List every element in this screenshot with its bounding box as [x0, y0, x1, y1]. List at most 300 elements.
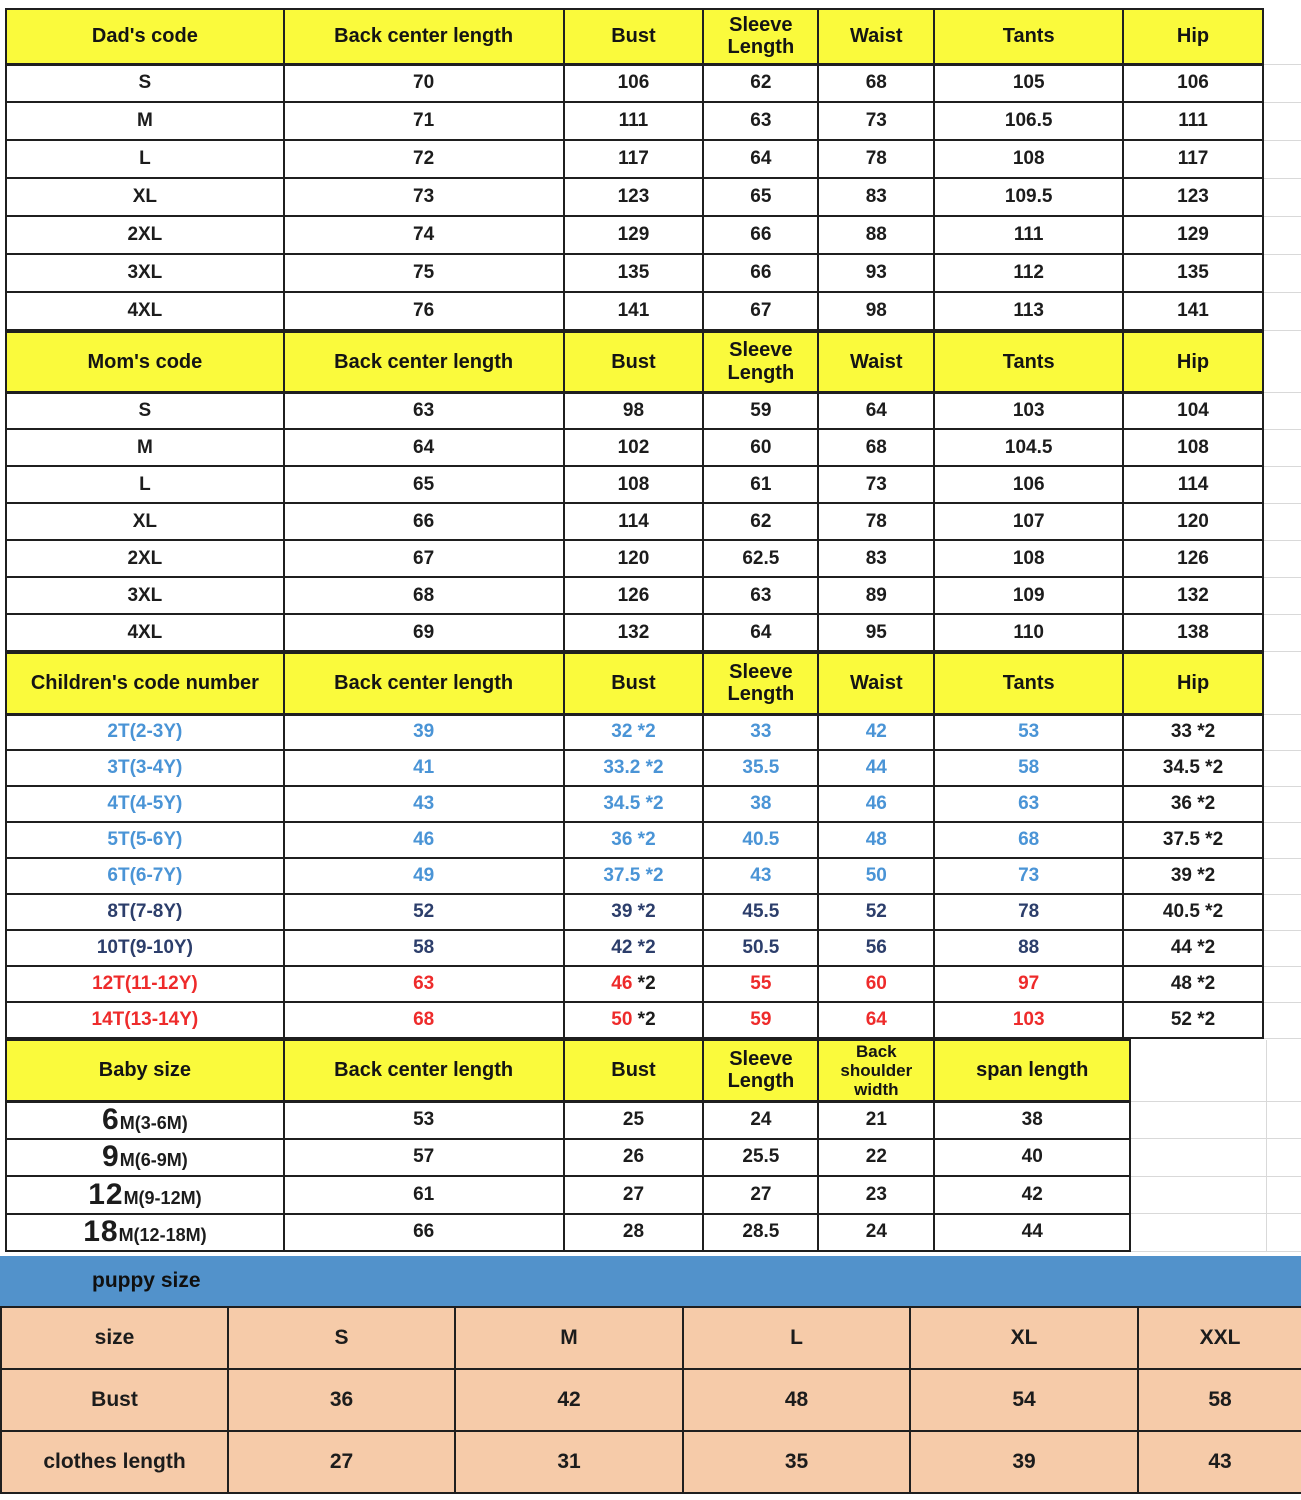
table-row — [6, 503, 1301, 540]
value-cell: 95 — [818, 614, 934, 651]
value-cell: 129 — [1123, 216, 1263, 254]
value-cell: 67 — [703, 292, 818, 330]
value-cell: 108 — [934, 140, 1123, 178]
grid-margin-cell — [1263, 540, 1301, 577]
value-cell: 108 — [934, 540, 1123, 577]
value-cell: 39 — [910, 1431, 1138, 1493]
table-row — [6, 429, 1301, 466]
table-row — [6, 966, 1301, 1002]
baby-size-rest: M(9-12M) — [123, 1187, 202, 1208]
column-header: Bust — [564, 1040, 704, 1101]
value-cell: 111 — [934, 216, 1123, 254]
value-cell: 43 — [1138, 1431, 1301, 1493]
value-cell: 62 — [703, 503, 818, 540]
row-label: 3T(3-4Y) — [6, 750, 284, 786]
value-cell: 114 — [564, 503, 704, 540]
value-cell: 59 — [703, 1002, 818, 1038]
row-label — [6, 1214, 284, 1252]
value-cell: 76 — [284, 292, 564, 330]
grid-margin-cell — [1263, 653, 1301, 714]
grid-margin-cell — [1130, 1139, 1267, 1177]
value-cell: 42 — [934, 1176, 1130, 1214]
value-cell: 36 *2 — [564, 822, 704, 858]
value-cell: 103 — [934, 1002, 1123, 1038]
value-cell: 36 — [228, 1369, 455, 1431]
value-cell: 59 — [703, 392, 818, 429]
table-row — [6, 392, 1301, 429]
table-row — [6, 1139, 1301, 1177]
row-label: L — [6, 140, 284, 178]
value-cell: 132 — [1123, 577, 1263, 614]
table-row — [6, 822, 1301, 858]
table-row — [6, 930, 1301, 966]
value-cell: 64 — [703, 614, 818, 651]
grid-margin-cell — [1263, 466, 1301, 503]
value-cell: XXL — [1138, 1307, 1301, 1369]
value-cell: 64 — [818, 1002, 934, 1038]
grid-margin-cell — [1263, 786, 1301, 822]
column-header: Hip — [1123, 653, 1263, 714]
grid-margin-cell — [1263, 216, 1301, 254]
value-cell: 43 — [284, 786, 564, 822]
value-cell: 67 — [284, 540, 564, 577]
value-cell: 63 — [703, 102, 818, 140]
grid-margin-cell — [1263, 102, 1301, 140]
table-row — [6, 64, 1301, 102]
value-cell: 35.5 — [703, 750, 818, 786]
value-cell: 73 — [818, 466, 934, 503]
table-row — [6, 714, 1301, 750]
column-header: Back shoulder width — [818, 1040, 934, 1101]
baby-table — [5, 1039, 1301, 1252]
value-cell: 60 — [703, 429, 818, 466]
column-header: Hip — [1123, 332, 1263, 392]
children-table — [5, 652, 1301, 1039]
row-label: 2T(2-3Y) — [6, 714, 284, 750]
grid-margin-cell — [1263, 930, 1301, 966]
row-label: 3XL — [6, 254, 284, 292]
value-cell: 141 — [564, 292, 704, 330]
header-row — [6, 653, 1301, 714]
column-header: Back center length — [284, 332, 564, 392]
value-cell: 48 — [683, 1369, 910, 1431]
table-row — [6, 1101, 1301, 1139]
table-row — [6, 786, 1301, 822]
row-label: 12T(11-12Y) — [6, 966, 284, 1002]
value-cell: S — [228, 1307, 455, 1369]
value-cell: 56 — [818, 930, 934, 966]
value-cell: 48 — [818, 822, 934, 858]
value-cell: 135 — [564, 254, 704, 292]
value-cell: 68 — [284, 1002, 564, 1038]
row-label: 6T(6-7Y) — [6, 858, 284, 894]
value-cell: 66 — [703, 254, 818, 292]
value-cell: 49 — [284, 858, 564, 894]
value-cell: 23 — [818, 1176, 934, 1214]
value-cell: 138 — [1123, 614, 1263, 651]
value-cell: 106 — [934, 466, 1123, 503]
value-cell: 38 — [703, 786, 818, 822]
value-cell: 102 — [564, 429, 704, 466]
column-header: Sleeve Length — [703, 653, 818, 714]
value-cell: 88 — [934, 930, 1123, 966]
grid-margin-cell — [1267, 1040, 1301, 1101]
value-cell: 110 — [934, 614, 1123, 651]
value-cell: 52 *2 — [1123, 1002, 1263, 1038]
value-cell — [564, 966, 704, 1002]
row-label: size — [1, 1307, 228, 1369]
value-cell: 64 — [284, 429, 564, 466]
grid-margin-cell — [1267, 1214, 1301, 1252]
row-label: 4XL — [6, 614, 284, 651]
table-row — [6, 216, 1301, 254]
value-cell: 69 — [284, 614, 564, 651]
grid-margin-cell — [1130, 1040, 1267, 1101]
value-cell: 25.5 — [703, 1139, 818, 1177]
grid-margin-cell — [1263, 614, 1301, 651]
value-cell: 34.5 *2 — [564, 786, 704, 822]
value-cell: 52 — [818, 894, 934, 930]
column-header: Tants — [934, 9, 1123, 64]
value-cell: 45.5 — [703, 894, 818, 930]
value-cell: 24 — [703, 1101, 818, 1139]
row-label: 4XL — [6, 292, 284, 330]
value-cell: 64 — [818, 392, 934, 429]
value-cell: 63 — [703, 577, 818, 614]
value-cell: 135 — [1123, 254, 1263, 292]
column-header: Waist — [818, 653, 934, 714]
value-cell: 109.5 — [934, 178, 1123, 216]
value-cell: 44 *2 — [1123, 930, 1263, 966]
value-cell: 103 — [934, 392, 1123, 429]
value-cell: 21 — [818, 1101, 934, 1139]
table-row — [6, 1176, 1301, 1214]
value-cell: 68 — [934, 822, 1123, 858]
value-cell: 113 — [934, 292, 1123, 330]
column-header: Dad's code — [6, 9, 284, 64]
column-header: Bust — [564, 9, 704, 64]
column-header: Sleeve Length — [703, 332, 818, 392]
value-cell: 129 — [564, 216, 704, 254]
value-cell: 107 — [934, 503, 1123, 540]
row-label: S — [6, 392, 284, 429]
table-row — [1, 1369, 1301, 1431]
value-cell: 78 — [818, 503, 934, 540]
value-cell: 66 — [703, 216, 818, 254]
value-cell: 104.5 — [934, 429, 1123, 466]
row-label: 8T(7-8Y) — [6, 894, 284, 930]
value-cell: 93 — [818, 254, 934, 292]
value-cell: 37.5 *2 — [564, 858, 704, 894]
value-cell: 50.5 — [703, 930, 818, 966]
value-cell: 83 — [818, 540, 934, 577]
table-row — [6, 858, 1301, 894]
grid-margin-cell — [1263, 64, 1301, 102]
value-cell: 28 — [564, 1214, 704, 1252]
value-cell: 27 — [703, 1176, 818, 1214]
row-label: 10T(9-10Y) — [6, 930, 284, 966]
grid-margin-cell — [1263, 577, 1301, 614]
value-cell: 141 — [1123, 292, 1263, 330]
column-header: Sleeve Length — [703, 9, 818, 64]
value-cell: 106.5 — [934, 102, 1123, 140]
grid-margin-cell — [1263, 966, 1301, 1002]
header-row — [6, 9, 1301, 64]
column-header: Children's code number — [6, 653, 284, 714]
value-cell: 98 — [564, 392, 704, 429]
value-cell: 126 — [564, 577, 704, 614]
row-label: clothes length — [1, 1431, 228, 1493]
value-cell: 42 *2 — [564, 930, 704, 966]
value-cell: 104 — [1123, 392, 1263, 429]
bust-value: 46 — [611, 973, 633, 994]
value-cell: 27 — [564, 1176, 704, 1214]
table-row — [1, 1431, 1301, 1493]
table-row — [6, 540, 1301, 577]
value-cell: 83 — [818, 178, 934, 216]
value-cell: 88 — [818, 216, 934, 254]
column-header: Bust — [564, 653, 704, 714]
value-cell: 54 — [910, 1369, 1138, 1431]
row-label: 4T(4-5Y) — [6, 786, 284, 822]
value-cell: 126 — [1123, 540, 1263, 577]
header-row — [6, 1040, 1301, 1101]
grid-margin-cell — [1130, 1101, 1267, 1139]
value-cell: 58 — [934, 750, 1123, 786]
value-cell: 26 — [564, 1139, 704, 1177]
column-header: Back center length — [284, 9, 564, 64]
value-cell: 48 *2 — [1123, 966, 1263, 1002]
grid-margin-cell — [1263, 714, 1301, 750]
value-cell: 65 — [703, 178, 818, 216]
value-cell: 117 — [564, 140, 704, 178]
value-cell: 35 — [683, 1431, 910, 1493]
table-row — [6, 178, 1301, 216]
value-cell: 39 — [284, 714, 564, 750]
row-label: 3XL — [6, 577, 284, 614]
value-cell — [564, 1002, 704, 1038]
dad-table — [5, 8, 1301, 331]
value-cell: 31 — [455, 1431, 683, 1493]
value-cell: 62 — [703, 64, 818, 102]
value-cell: 108 — [1123, 429, 1263, 466]
puppy-table — [0, 1306, 1301, 1494]
column-header: Bust — [564, 332, 704, 392]
table-row — [6, 292, 1301, 330]
value-cell: 64 — [703, 140, 818, 178]
value-cell: 120 — [564, 540, 704, 577]
value-cell: 62.5 — [703, 540, 818, 577]
value-cell: 75 — [284, 254, 564, 292]
column-header: Waist — [818, 9, 934, 64]
bust-multiplier: *2 — [632, 973, 656, 994]
grid-margin-cell — [1263, 429, 1301, 466]
value-cell: 39 *2 — [564, 894, 704, 930]
table-row — [6, 254, 1301, 292]
value-cell: 63 — [934, 786, 1123, 822]
header-row — [6, 332, 1301, 392]
value-cell: 27 — [228, 1431, 455, 1493]
value-cell: 40.5 — [703, 822, 818, 858]
column-header: Waist — [818, 332, 934, 392]
value-cell: 73 — [818, 102, 934, 140]
grid-margin-cell — [1263, 1002, 1301, 1038]
value-cell: 43 — [703, 858, 818, 894]
value-cell: 41 — [284, 750, 564, 786]
bust-value: 50 — [611, 1009, 633, 1030]
grid-margin-cell — [1267, 1139, 1301, 1177]
row-label — [6, 1176, 284, 1214]
row-label: 2XL — [6, 216, 284, 254]
value-cell: 44 — [818, 750, 934, 786]
value-cell: 66 — [284, 1214, 564, 1252]
value-cell: 37.5 *2 — [1123, 822, 1263, 858]
grid-margin-cell — [1263, 894, 1301, 930]
value-cell: 117 — [1123, 140, 1263, 178]
table-row — [6, 894, 1301, 930]
column-header: Baby size — [6, 1040, 284, 1101]
row-label — [6, 1139, 284, 1177]
puppy-size-band — [0, 1256, 1301, 1306]
grid-margin-cell — [1263, 332, 1301, 392]
grid-margin-cell — [1263, 178, 1301, 216]
column-header: Mom's code — [6, 332, 284, 392]
value-cell: 32 *2 — [564, 714, 704, 750]
value-cell: 71 — [284, 102, 564, 140]
value-cell: 78 — [818, 140, 934, 178]
value-cell: 106 — [1123, 64, 1263, 102]
grid-margin-cell — [1263, 822, 1301, 858]
value-cell: 36 *2 — [1123, 786, 1263, 822]
grid-margin-cell — [1263, 9, 1301, 64]
value-cell: 114 — [1123, 466, 1263, 503]
value-cell: 50 — [818, 858, 934, 894]
column-header: Tants — [934, 653, 1123, 714]
column-header: Back center length — [284, 653, 564, 714]
value-cell: 73 — [284, 178, 564, 216]
value-cell: 22 — [818, 1139, 934, 1177]
grid-margin-cell — [1267, 1176, 1301, 1214]
row-label: XL — [6, 503, 284, 540]
grid-margin-cell — [1263, 140, 1301, 178]
value-cell: 68 — [284, 577, 564, 614]
value-cell: 57 — [284, 1139, 564, 1177]
value-cell: 97 — [934, 966, 1123, 1002]
value-cell: 33 *2 — [1123, 714, 1263, 750]
value-cell: 109 — [934, 577, 1123, 614]
value-cell: 53 — [934, 714, 1123, 750]
value-cell: 66 — [284, 503, 564, 540]
baby-size-big: 6 — [102, 1103, 120, 1136]
value-cell: 89 — [818, 577, 934, 614]
value-cell: 132 — [564, 614, 704, 651]
bust-multiplier: *2 — [632, 1009, 656, 1030]
grid-margin-cell — [1263, 750, 1301, 786]
column-header: Back center length — [284, 1040, 564, 1101]
grid-margin-cell — [1263, 392, 1301, 429]
grid-margin-cell — [1263, 503, 1301, 540]
value-cell: 44 — [934, 1214, 1130, 1252]
value-cell: XL — [910, 1307, 1138, 1369]
row-label: L — [6, 466, 284, 503]
value-cell: 53 — [284, 1101, 564, 1139]
value-cell: 73 — [934, 858, 1123, 894]
value-cell: 40 — [934, 1139, 1130, 1177]
column-header: Hip — [1123, 9, 1263, 64]
mom-table — [5, 331, 1301, 652]
value-cell: 39 *2 — [1123, 858, 1263, 894]
puppy-size-band-label: puppy size — [92, 1269, 201, 1292]
value-cell: 70 — [284, 64, 564, 102]
column-header: Sleeve Length — [703, 1040, 818, 1101]
value-cell: 111 — [1123, 102, 1263, 140]
grid-margin-cell — [1267, 1101, 1301, 1139]
value-cell: 42 — [818, 714, 934, 750]
grid-margin-cell — [1130, 1176, 1267, 1214]
table-row — [1, 1307, 1301, 1369]
table-row — [6, 750, 1301, 786]
table-row — [6, 1214, 1301, 1252]
baby-size-big: 18 — [83, 1215, 119, 1249]
value-cell: 120 — [1123, 503, 1263, 540]
value-cell: 58 — [284, 930, 564, 966]
value-cell: 55 — [703, 966, 818, 1002]
column-header: Tants — [934, 332, 1123, 392]
value-cell: 60 — [818, 966, 934, 1002]
row-label: S — [6, 64, 284, 102]
grid-margin-cell — [1263, 254, 1301, 292]
column-header: span length — [934, 1040, 1130, 1101]
row-label — [6, 1101, 284, 1139]
baby-size-rest: M(3-6M) — [119, 1113, 188, 1133]
table-row — [6, 1002, 1301, 1038]
row-label: 14T(13-14Y) — [6, 1002, 284, 1038]
value-cell: 46 — [818, 786, 934, 822]
value-cell: 33.2 *2 — [564, 750, 704, 786]
baby-size-big: 9 — [102, 1140, 120, 1174]
value-cell: 72 — [284, 140, 564, 178]
value-cell: 28.5 — [703, 1214, 818, 1252]
value-cell: 24 — [818, 1214, 934, 1252]
value-cell: 42 — [455, 1369, 683, 1431]
table-row — [6, 577, 1301, 614]
baby-size-rest: M(6-9M) — [119, 1150, 188, 1171]
value-cell: 98 — [818, 292, 934, 330]
value-cell: 105 — [934, 64, 1123, 102]
baby-size-big: 12 — [88, 1177, 124, 1211]
value-cell: 61 — [703, 466, 818, 503]
value-cell: 52 — [284, 894, 564, 930]
value-cell: 111 — [564, 102, 704, 140]
value-cell: 108 — [564, 466, 704, 503]
row-label: M — [6, 102, 284, 140]
value-cell: 68 — [818, 64, 934, 102]
table-row — [6, 466, 1301, 503]
row-label: XL — [6, 178, 284, 216]
value-cell: 63 — [284, 392, 564, 429]
row-label: M — [6, 429, 284, 466]
row-label: Bust — [1, 1369, 228, 1431]
value-cell: 68 — [818, 429, 934, 466]
table-row — [6, 614, 1301, 651]
row-label: 2XL — [6, 540, 284, 577]
value-cell: 58 — [1138, 1369, 1301, 1431]
grid-margin-cell — [1130, 1214, 1267, 1252]
value-cell: 65 — [284, 466, 564, 503]
value-cell: 25 — [564, 1101, 704, 1139]
grid-margin-cell — [1263, 858, 1301, 894]
value-cell: 74 — [284, 216, 564, 254]
